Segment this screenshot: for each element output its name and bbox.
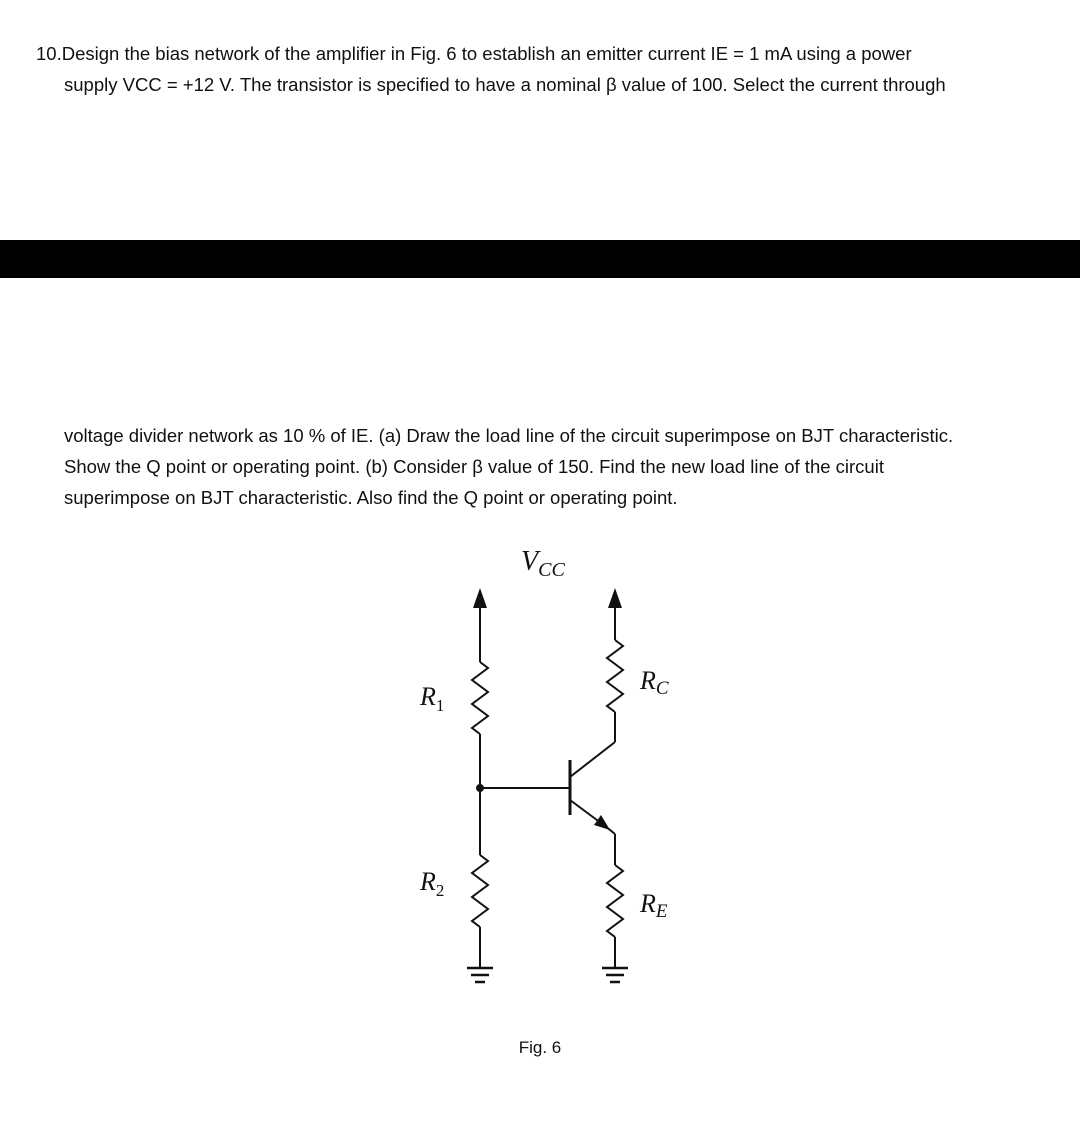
transistor-collector — [570, 742, 615, 777]
r2-label-main: R — [420, 867, 436, 896]
r1-label-main: R — [420, 682, 436, 711]
vcc-label — [521, 546, 565, 581]
question-line-3: voltage divider network as 10 % of IE. (a) Draw the load line of the circuit superimpose on BJT characteristic. — [64, 425, 954, 446]
question-line-2: supply VCC = +12 V. The transistor is specified to have a nominal β value of 100. Select the current through — [64, 74, 946, 95]
base-junction-dot — [476, 784, 484, 792]
question-line-1-text: Design the bias network of the amplifier in Fig. 6 to establish an emitter current IE = 1 mA using a power — [61, 43, 912, 64]
question-number: 10. — [36, 43, 62, 64]
re-label-sub: E — [655, 901, 668, 922]
vcc-label-main: V — [521, 546, 539, 577]
right-vcc-arrow-icon — [608, 588, 622, 608]
rc-label-main: R — [640, 666, 656, 695]
rc-label-sub: C — [655, 678, 669, 699]
r2-resistor — [472, 855, 488, 927]
rc-resistor — [607, 640, 623, 712]
r1-resistor — [472, 662, 488, 734]
left-ground-icon — [467, 968, 493, 982]
r2-label — [419, 867, 444, 900]
emitter-arrow-icon — [594, 815, 610, 830]
vcc-label-sub: CC — [538, 559, 565, 581]
r1-label-sub: 1 — [435, 696, 445, 715]
right-ground-icon — [602, 968, 628, 982]
re-resistor — [607, 865, 623, 937]
figure-caption: Fig. 6 — [518, 1038, 562, 1057]
r2-label-sub: 2 — [435, 881, 445, 900]
r1-label — [419, 682, 444, 715]
question-line-5: superimpose on BJT characteristic. Also find the Q point or operating point. — [64, 487, 678, 508]
re-label-main: R — [640, 889, 656, 918]
rc-label — [639, 666, 669, 699]
left-vcc-arrow-icon — [473, 588, 487, 608]
re-label — [639, 889, 668, 922]
question-line-4: Show the Q point or operating point. (b) Consider β value of 150. Find the new load line of the circuit — [64, 456, 884, 477]
